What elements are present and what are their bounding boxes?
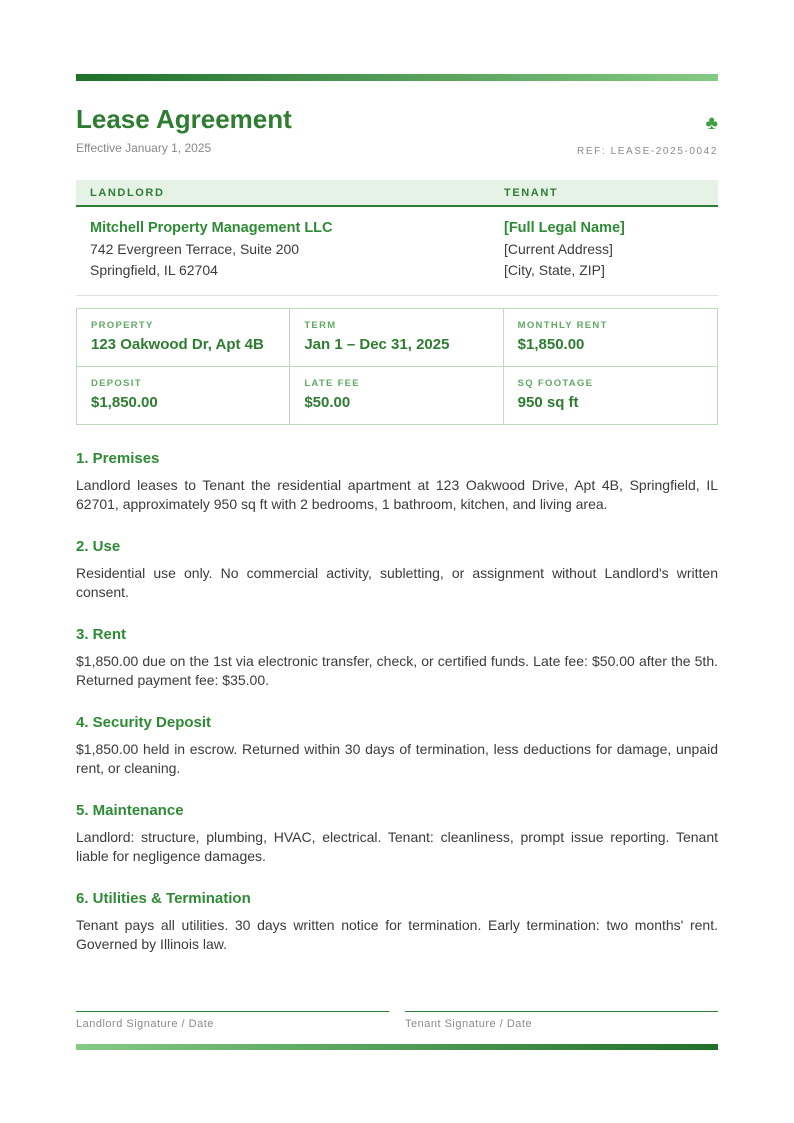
clause-utilities-termination xyxy=(76,890,718,953)
clause-body: $1,850.00 held in escrow. Returned within 30 days of termination, less deductions for damage, unpaid rent, or cleaning. xyxy=(76,741,718,776)
summary-cell-term xyxy=(290,309,503,367)
clause-premises xyxy=(76,450,718,513)
clause-heading: 6. Utilities & Termination xyxy=(76,890,251,907)
summary-cell-deposit xyxy=(77,367,290,424)
deposit-label: DEPOSIT xyxy=(91,378,142,389)
signature-area xyxy=(76,1011,718,1030)
lease-summary-grid xyxy=(76,308,718,425)
monthly-rent-label: MONTHLY RENT xyxy=(517,320,608,331)
bottom-accent-bar xyxy=(76,1044,718,1050)
clauses xyxy=(76,450,718,953)
summary-cell-late-fee xyxy=(290,367,503,424)
summary-cell-property xyxy=(77,309,290,367)
landlord-name: Mitchell Property Management LLC xyxy=(90,220,333,236)
clause-body: Tenant pays all utilities. 30 days written notice for termination. Early termination: two months' rent. Governed by Illinois law. xyxy=(76,917,718,952)
summary-cell-sq-footage xyxy=(504,367,717,424)
tenant-column-header: TENANT xyxy=(504,187,559,199)
parties-table xyxy=(76,180,718,296)
landlord-signature-label: Landlord Signature / Date xyxy=(76,1018,214,1030)
document-header xyxy=(76,106,718,157)
top-accent-bar xyxy=(76,74,718,81)
deposit-value: $1,850.00 xyxy=(91,394,158,411)
clause-heading: 3. Rent xyxy=(76,626,127,643)
clause-use xyxy=(76,538,718,601)
summary-cell-monthly-rent xyxy=(504,309,717,367)
effective-date: Effective January 1, 2025 xyxy=(76,141,212,156)
clover-icon: ♣ xyxy=(705,113,718,134)
late-fee-label: LATE FEE xyxy=(304,378,360,389)
parties-body-row xyxy=(76,207,718,296)
tenant-signature-label: Tenant Signature / Date xyxy=(405,1018,533,1030)
clause-heading: 4. Security Deposit xyxy=(76,714,212,731)
page-title: Lease Agreement xyxy=(76,104,292,134)
clause-heading: 5. Maintenance xyxy=(76,802,184,819)
tenant-details xyxy=(490,207,718,295)
clause-rent xyxy=(76,626,718,689)
monthly-rent-value: $1,850.00 xyxy=(517,336,585,353)
clause-body: $1,850.00 due on the 1st via electronic transfer, check, or certified funds. Late fee: $50.00 after the 5th. Returned payment fee: $35.00. xyxy=(76,653,718,688)
sq-footage-value: 950 sq ft xyxy=(517,394,579,411)
tenant-address-placeholder: [Current Address] xyxy=(504,241,613,257)
term-value: Jan 1 – Dec 31, 2025 xyxy=(304,336,450,353)
reference-number: REF: LEASE-2025-0042 xyxy=(577,146,718,157)
clause-body: Landlord: structure, plumbing, HVAC, electrical. Tenant: cleanliness, prompt issue reporting. Tenant liable for negligence damages. xyxy=(76,829,718,864)
header-right-block xyxy=(577,106,718,157)
clause-body: Residential use only. No commercial activity, subletting, or assignment without Landlord's written consent. xyxy=(76,565,718,600)
landlord-signature-block xyxy=(76,1011,389,1030)
title-block xyxy=(76,106,292,155)
tenant-city-placeholder: [City, State, ZIP] xyxy=(504,262,605,278)
tenant-name-placeholder: [Full Legal Name] xyxy=(504,220,625,236)
landlord-city-line: Springfield, IL 62704 xyxy=(90,262,218,278)
parties-header-row xyxy=(76,180,718,207)
clause-heading: 1. Premises xyxy=(76,450,160,467)
property-value: 123 Oakwood Dr, Apt 4B xyxy=(91,336,264,353)
landlord-address-line: 742 Evergreen Terrace, Suite 200 xyxy=(90,241,300,257)
term-label: TERM xyxy=(304,320,337,331)
clause-maintenance xyxy=(76,802,718,865)
property-label: PROPERTY xyxy=(91,320,154,331)
clause-security-deposit xyxy=(76,714,718,777)
sq-footage-label: SQ FOOTAGE xyxy=(517,378,594,389)
late-fee-value: $50.00 xyxy=(304,394,351,411)
clause-heading: 2. Use xyxy=(76,538,121,555)
tenant-signature-block xyxy=(405,1011,718,1030)
landlord-column-header: LANDLORD xyxy=(90,187,165,199)
clause-body: Landlord leases to Tenant the residential apartment at 123 Oakwood Drive, Apt 4B, Springfield, IL 62701, approximately 950 sq ft with 2 bedrooms, 1 bathroom, kitchen, and living area. xyxy=(76,477,718,512)
landlord-details xyxy=(76,207,490,295)
